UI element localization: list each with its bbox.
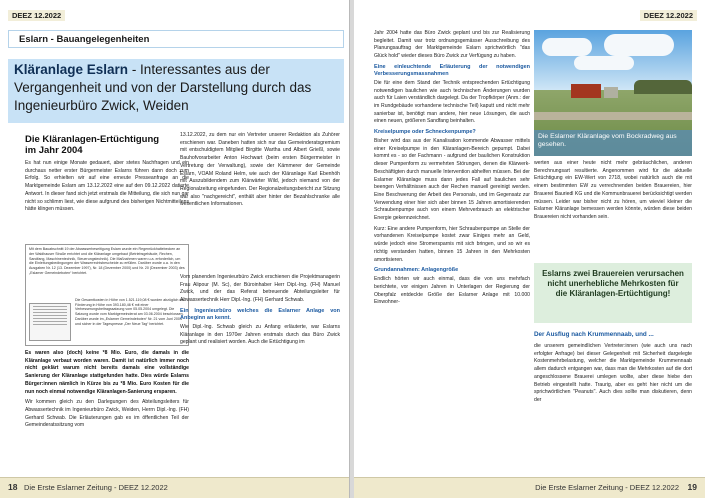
document-excerpt-image <box>25 244 189 346</box>
footer-text: Die Erste Eslarner Zeitung - DEEZ 12.2022 <box>535 483 679 492</box>
column-4-top <box>534 160 692 260</box>
paragraph: Vom planenden Ingenieurbüro Zwick erschienen die Projektmanagerin Frau Alipour (M. Sc), der Büroinhaber Herr Dipl.-Ing. (FH) Manuel Zwick, und der das Referat betreuende Abteilungsleiter für Abwassertechnik Herr Dipl.-Ing. (FH) Gerhard Schwab. <box>180 274 340 304</box>
left-page <box>0 0 350 498</box>
section-heading: Die Kläranlagen-Ertüchtigung im Jahr 2004 <box>25 134 160 156</box>
letter-thumbnail <box>29 303 71 341</box>
paragraph: Wie Dipl.-Ing. Schwab gleich zu Anfang erläuterte, war Eslarns Kläranlage in den 1970er Jahren erstmals durch das Büro Zwick geplant und realisiert worden. Auch die Ertüchtigung im <box>180 323 340 346</box>
paragraph: Die für eine dem Stand der Technik entsprechenden Ertüchtigung notwendigen baulichen wie auch technischen Änderungen wurden auch für Laien verständlich dargelegt. Da der Tropfkörper (Anm.: der im Rundgebäude vorhandene technische Teil) kaputt und nicht mehr sanierbar ist, benötigt man andere, hier neue Lösungen, die auch einen neuen, größeren Sandfang beinhalten. <box>374 79 530 125</box>
subheading: Kreiselpumpe oder Schneckenpumpe? <box>374 129 476 136</box>
paragraph: Endlich hörten wir auch einmal, dass die von uns mehrfach berichtete, vor einigen Jahren in Unterlagen der Regierung der Oberpfalz entdeckte Größe der Eslarner Anlage mit 10.000 Einwohner- <box>374 276 530 306</box>
issue-label-right: DEEZ 12.2022 <box>640 10 697 21</box>
subheading-ausflug: Der Ausflug nach Krummennaab, und ... <box>534 331 654 338</box>
excerpt-paragraph-1: Mit dem Bauabschnitt 19 der Abwasserbeseitigung Eslarn wurde ein Regenrückhaltebecken an der Waidhauser Straße errichtet und die Kläranlage umgebaut (Betriebsgebäude, Rechen, Sandfang, Maschinentechnik, Steuerungstechnik). Die Maßnahmen waren u.a. erforderlich, um die Einleitungsbedingungen der Wasserrechtsbescheide zu erfüllen. Darüber wurde u.a. in den Ausgaben Nr. 12 (13. Dezember 1997), Nr. 18 (Dezember 2000) und Nr. 20 (Dezember 2003) des „Eslarner Gemeindeboten“ berichtet. <box>29 247 185 275</box>
subheading: Grundannahmen: Anlagengröße <box>374 267 459 274</box>
subheading: Ein Ingenieurbüro welches die Eslarner Anlage von Anbeginn an kennt. <box>180 307 340 321</box>
excerpt-paragraph-2: Die Gesamtkosten in Höhe von 1.521.119,08 € wurden abzüglich der Förderung in Höhe von 393.180,46 € mit einer Verbesserungsbeitragssatzung vom 05.05.2004 umgelegt. Die Satzung wurde vom Marktgemeinderat am 03.06.2004 beschlossen. Darüber wurde im „Eslarner Gemeindeboten“ Nr. 21 vom Juni 2004 und sicher in der Tagespresse „Der Neue Tag“ berichtet. <box>75 297 185 326</box>
paragraph: die unserem gemeindlichen Vertreter:innen (wie auch uns nach erfolgter Anfrage) bei dieser Gelegenheit mit Sicherheit dargelegte Kostenmehrbelastung, welcher die Marktgemeinde Krummennaab allem dadurch entgangen war, dass man die Mehrkosten auf die dort angeschlossene Brauerei umlegen wollte, aber diese hiebe den Betrieb eingestellt hatte. Traurig, aber es geht hier nicht um die sprichwörtlichen "Peanuts". Auch dies sollte man diskutieren, denn der <box>534 343 692 403</box>
issue-label-left: DEEZ 12.2022 <box>8 10 65 21</box>
footer-text: Die Erste Eslarner Zeitung - DEEZ 12.2022 <box>24 483 168 492</box>
title-rest: - Interessantes aus der Vergangenheit und von der Darstellung durch das Ingenieurbüro Zwick, Weiden <box>14 62 312 113</box>
pull-quote: Eslarns zwei Brauereien verursachen nicht unerhebliche Mehrkosten für die Kläranlagen-Ertüchtigung! <box>534 263 692 323</box>
column-1-top <box>25 160 189 244</box>
page-number: 18 <box>8 482 18 492</box>
paragraph: Es hat nun einige Monate gedauert, aber stetes Nachfragen und ein durchaus netter erster Bürgermeister Eslarns führen dann doch zum Erfolg. So erhielten wir auf eine erneute Presseanfrage an die Marktgemeinde Eslarn am 13.12.2022 eine auf den 09.12.2022 datierte Antwort. In dieser fand sich jetzt erstmals die Mitteilung, die sich nun gar nicht so schlimm liest, wie diese aufgrund des bisherigen Nichtmitteilens hätte klingen müssen. <box>25 160 189 213</box>
column-4-bottom <box>534 343 692 476</box>
photo-caption: Die Eslarner Kläranlage vom Bockradweg aus gesehen. <box>534 130 692 156</box>
column-3 <box>374 30 530 476</box>
title-main: Kläranlage Eslarn <box>14 62 129 77</box>
bold-paragraph: Es waren also (doch) keine *8 Mio. Euro, die damals in die Kläranlage verbaut worden waren. Damit ist natürlich immer noch nicht geklärt warum nicht bereits damals eine vollständige Sanierung der Kläranlage stattgefunden hatte. Dies würde Eslarns Bürger:innen nämlich in Kürze bis zu *8 Mio. Euro Kosten für die nun noch einmal notwendige Kläranlagen-Sanierung ersparen. <box>25 350 189 395</box>
column-2 <box>180 132 340 476</box>
footer-left <box>0 477 349 498</box>
paragraph: Bisher wird das aus der Kanalisation kommende Abwasser mittels einer Kreiselpumpe in den Kläranlagen-Bereich gepumpt. Dabei kommt es - so der Fachmann - aufgrund der baulichen Konstruktion dieser Pumpenform zu vermehrten Störungen, denen die Klärwerk-Beschäftigten durch manuelle Intervention abhelfen müssen. Bei der Eslarner Kläranlage muss dann jedes Fall auf baulichen sehr beengen Verhältnissen auch der Rechen manuell gereinigt werden. Eine Beschwerung der Arbeit des Personals, und im Gegensatz zur Verwendung einer hier sich aber binnen 15 Jahren amortisierenden Schraubenpumpe auch von einem Mehrverbrauch an elektrischer Energie gekennzeichnet. <box>374 138 530 222</box>
paragraph: 13.12.2022, zu dem nur ein Vertreter unserer Redaktion als Zuhörer erschienen war. Daneben hatten sich nur das Gemeinderatsgremium mit entschuldigtem Mitglied Birgitte Wartha und Albert Grießl, sowie Bauhofvorarbeiter Anton Hochwart (beim ersten Bürgermeister in Vertretung der Verwaltung), sowie der Kämmerer der Gemeinde Eslarn, VOAM Roland Helm, wie auch der Kläranlage Karl Ebenhöh mit Auszubildendem zum Klärwärter Wild, jedoch niemand von der Regionalzeitung eingefunden. Der Regionalzeitungsbericht zur Sitzung war also "nachgereicht", enthält aber hinter der Bezahlschranke alle wesentlichen Informationen. <box>180 132 340 208</box>
footer-right <box>354 477 705 498</box>
page-number: 19 <box>687 482 697 492</box>
subheading: Eine einleuchtende Erläuterung der notwendigen Verbesserungsmassnahmen <box>374 63 530 77</box>
paragraph: Wir kommen gleich zu den Darlegungen des Abteilungsleiters für Abwassertechnik im Ingenieurbüro Zwick, Weiden, Herrn Dipl.-Ing. (FH) Gerhard Schwab. Die Erläuterungen gab es im öffentlichen Teil der Gemeinderatssitzung vom <box>25 399 189 429</box>
column-1-bottom <box>25 350 189 476</box>
article-title <box>8 59 344 123</box>
category-box: Eslarn - Bauangelegenheiten <box>8 30 344 48</box>
paragraph: werten aus einer heute nicht mehr gebräuchlichen, anderen Berechnungsart resultierte. Angenommen wird für die aktuelle Ertüchtigung ein EW-Wert von 2718, wobei natürlich auch die mit einem bestimmten EW zu verrechnenden beiden Brauereien, hier Brauerei Bauriedl KG und die Kommunbrauerei berücksichtigt werden müssen. Leider war bisher nicht zu hören, um wieviel kleiner die Eslarner Kläranlage bemessen werden könnte, würden diese beiden Brauereien nicht vorhanden sein. <box>534 160 692 220</box>
paragraph: Jahr 2004 hatte das Büro Zwick geplant und bis zur Realisierung begleitet. Damit war trotz ordnungsgemässer Ausschreibung des Planungsauftrag der Marktgemeinde Eslarn sprichwörtlich "das Glück hold" wieder dieses Büro Zwick zur Verfügung zu haben. <box>374 30 530 60</box>
paragraph: Kurz: Eine andere Pumpenform, hier Schraubenpumpe an Stelle der vorhandenen Kreiselpumpe kostet zwar Einiges mehr an Geld, würde jedoch eine Stromersparnis mit sich bringen, und so wir es richtig verstanden hatten, binnen 15 Jahren in den Mehrkosten amortisieren. <box>374 225 530 263</box>
